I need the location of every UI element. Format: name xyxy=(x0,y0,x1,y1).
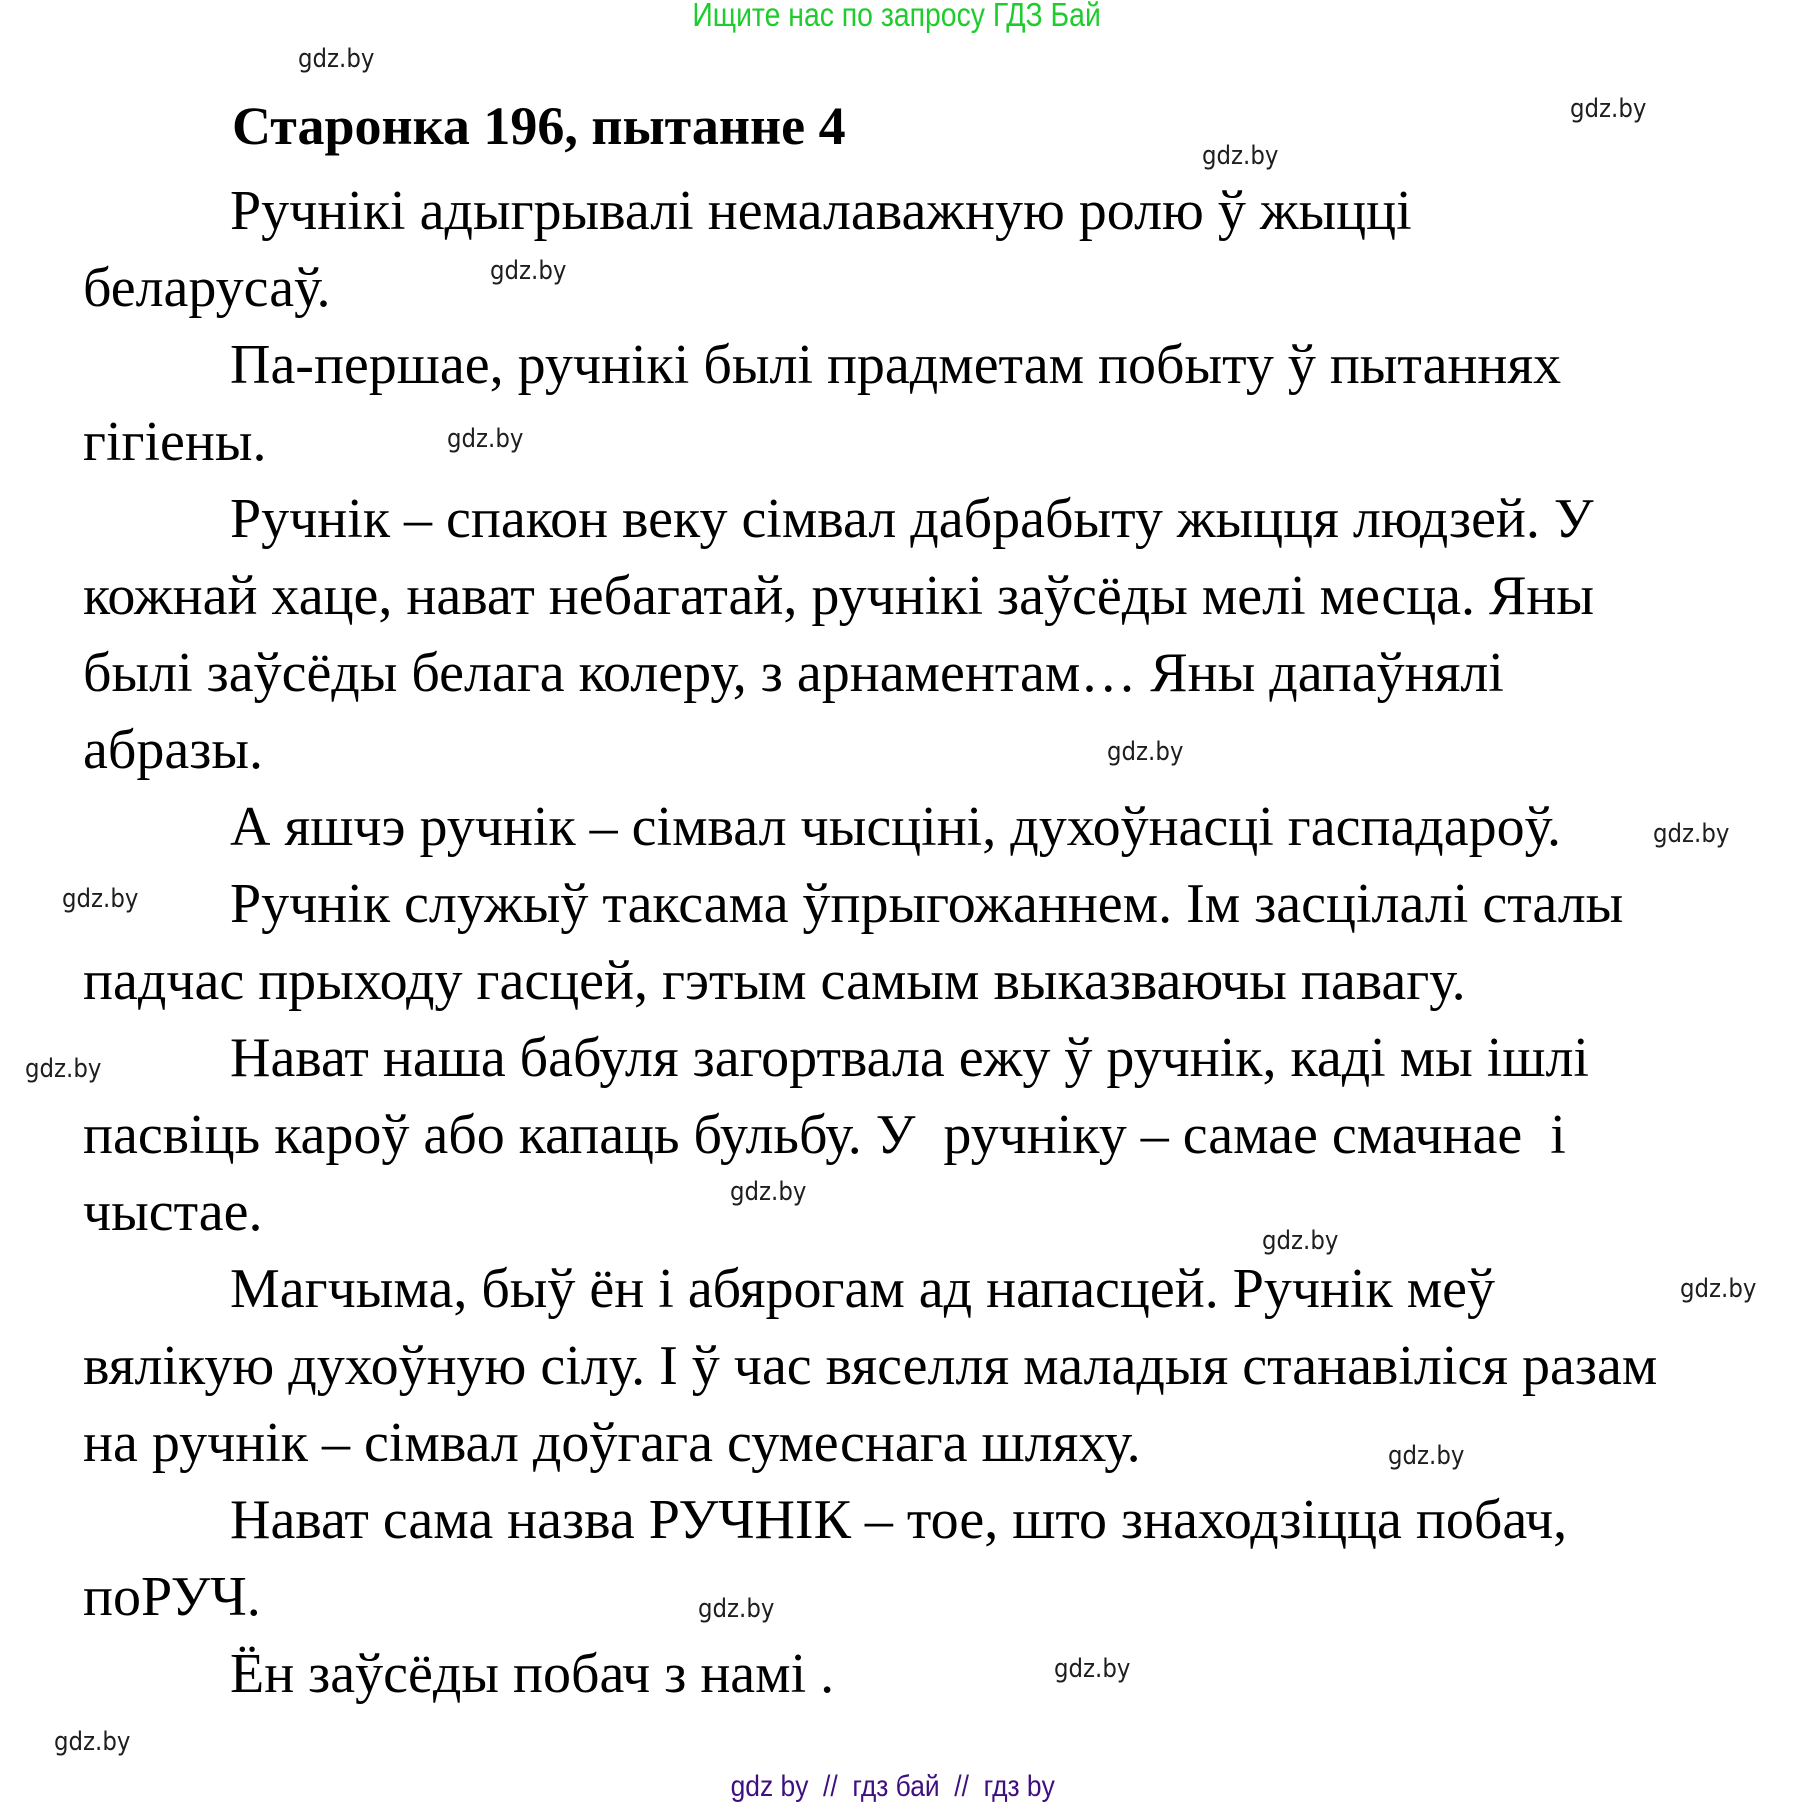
text-line: вялікую духоўную сілу. І ў час вяселля маладыя станавіліся разам xyxy=(83,1335,1658,1397)
watermark: gdz.by xyxy=(698,1594,775,1624)
watermark: gdz.by xyxy=(1054,1654,1131,1684)
watermark: gdz.by xyxy=(54,1727,131,1757)
watermark: gdz.by xyxy=(1388,1441,1465,1471)
text-line: беларусаў. xyxy=(83,257,331,319)
watermark: gdz.by xyxy=(1262,1226,1339,1256)
watermark: gdz.by xyxy=(1570,94,1647,124)
text-line: Ён заўсёды побач з намі . xyxy=(230,1643,835,1705)
promo-banner: Ищите нас по запросу ГДЗ Бай xyxy=(692,0,1101,33)
text-line: Ручнікі адыгрывалі немалаважную ролю ў жыцці xyxy=(230,180,1412,242)
footer-links: gdz by // гдз бай // гдз by xyxy=(730,1770,1055,1803)
text-line: Ручнік служыў таксама ўпрыгожаннем. Ім засцілалі сталы xyxy=(230,873,1624,935)
text-line: Магчыма, быў ён і абярогам ад напасцей. Ручнік меў xyxy=(230,1258,1496,1320)
watermark: gdz.by xyxy=(298,44,375,74)
watermark: gdz.by xyxy=(25,1054,102,1084)
text-line: абразы. xyxy=(83,719,263,781)
watermark: gdz.by xyxy=(62,884,139,914)
text-line: кожнай хаце, нават небагатай, ручнікі заўсёды мелі месца. Яны xyxy=(83,565,1594,627)
text-line: на ручнік – сімвал доўгага сумеснага шляху. xyxy=(83,1412,1141,1474)
watermark: gdz.by xyxy=(1653,819,1730,849)
watermark: gdz.by xyxy=(730,1177,807,1207)
watermark: gdz.by xyxy=(1680,1274,1757,1304)
watermark: gdz.by xyxy=(1202,141,1279,171)
watermark: gdz.by xyxy=(490,256,567,286)
text-line: Ручнік – спакон веку сімвал дабрабыту жыцця людзей. У xyxy=(230,488,1594,550)
watermark: gdz.by xyxy=(1107,737,1184,767)
text-line: пасвіць кароў або капаць бульбу. У ручніку – самае смачнае і xyxy=(83,1104,1566,1166)
text-line: гігіены. xyxy=(83,411,267,473)
text-line: Нават сама назва РУЧНІК – тое, што знаходзіцца побач, xyxy=(230,1489,1568,1551)
text-line: былі заўсёды белага колеру, з арнаментам… Яны дапаўнялі xyxy=(83,642,1504,704)
text-line: поРУЧ. xyxy=(83,1566,261,1628)
text-line: А яшчэ ручнік – сімвал чысціні, духоўнасці гаспадароў. xyxy=(230,796,1562,858)
text-line: Па-першае, ручнікі былі прадметам побыту ў пытаннях xyxy=(230,334,1562,396)
text-line: Нават наша бабуля загортвала ежу ў ручнік, каді мы ішлі xyxy=(230,1027,1589,1089)
text-line: чыстае. xyxy=(83,1181,263,1243)
page-title: Старонка 196, пытанне 4 xyxy=(232,96,846,156)
watermark: gdz.by xyxy=(447,424,524,454)
text-line: падчас прыходу гасцей, гэтым самым выказваючы павагу. xyxy=(83,950,1466,1012)
